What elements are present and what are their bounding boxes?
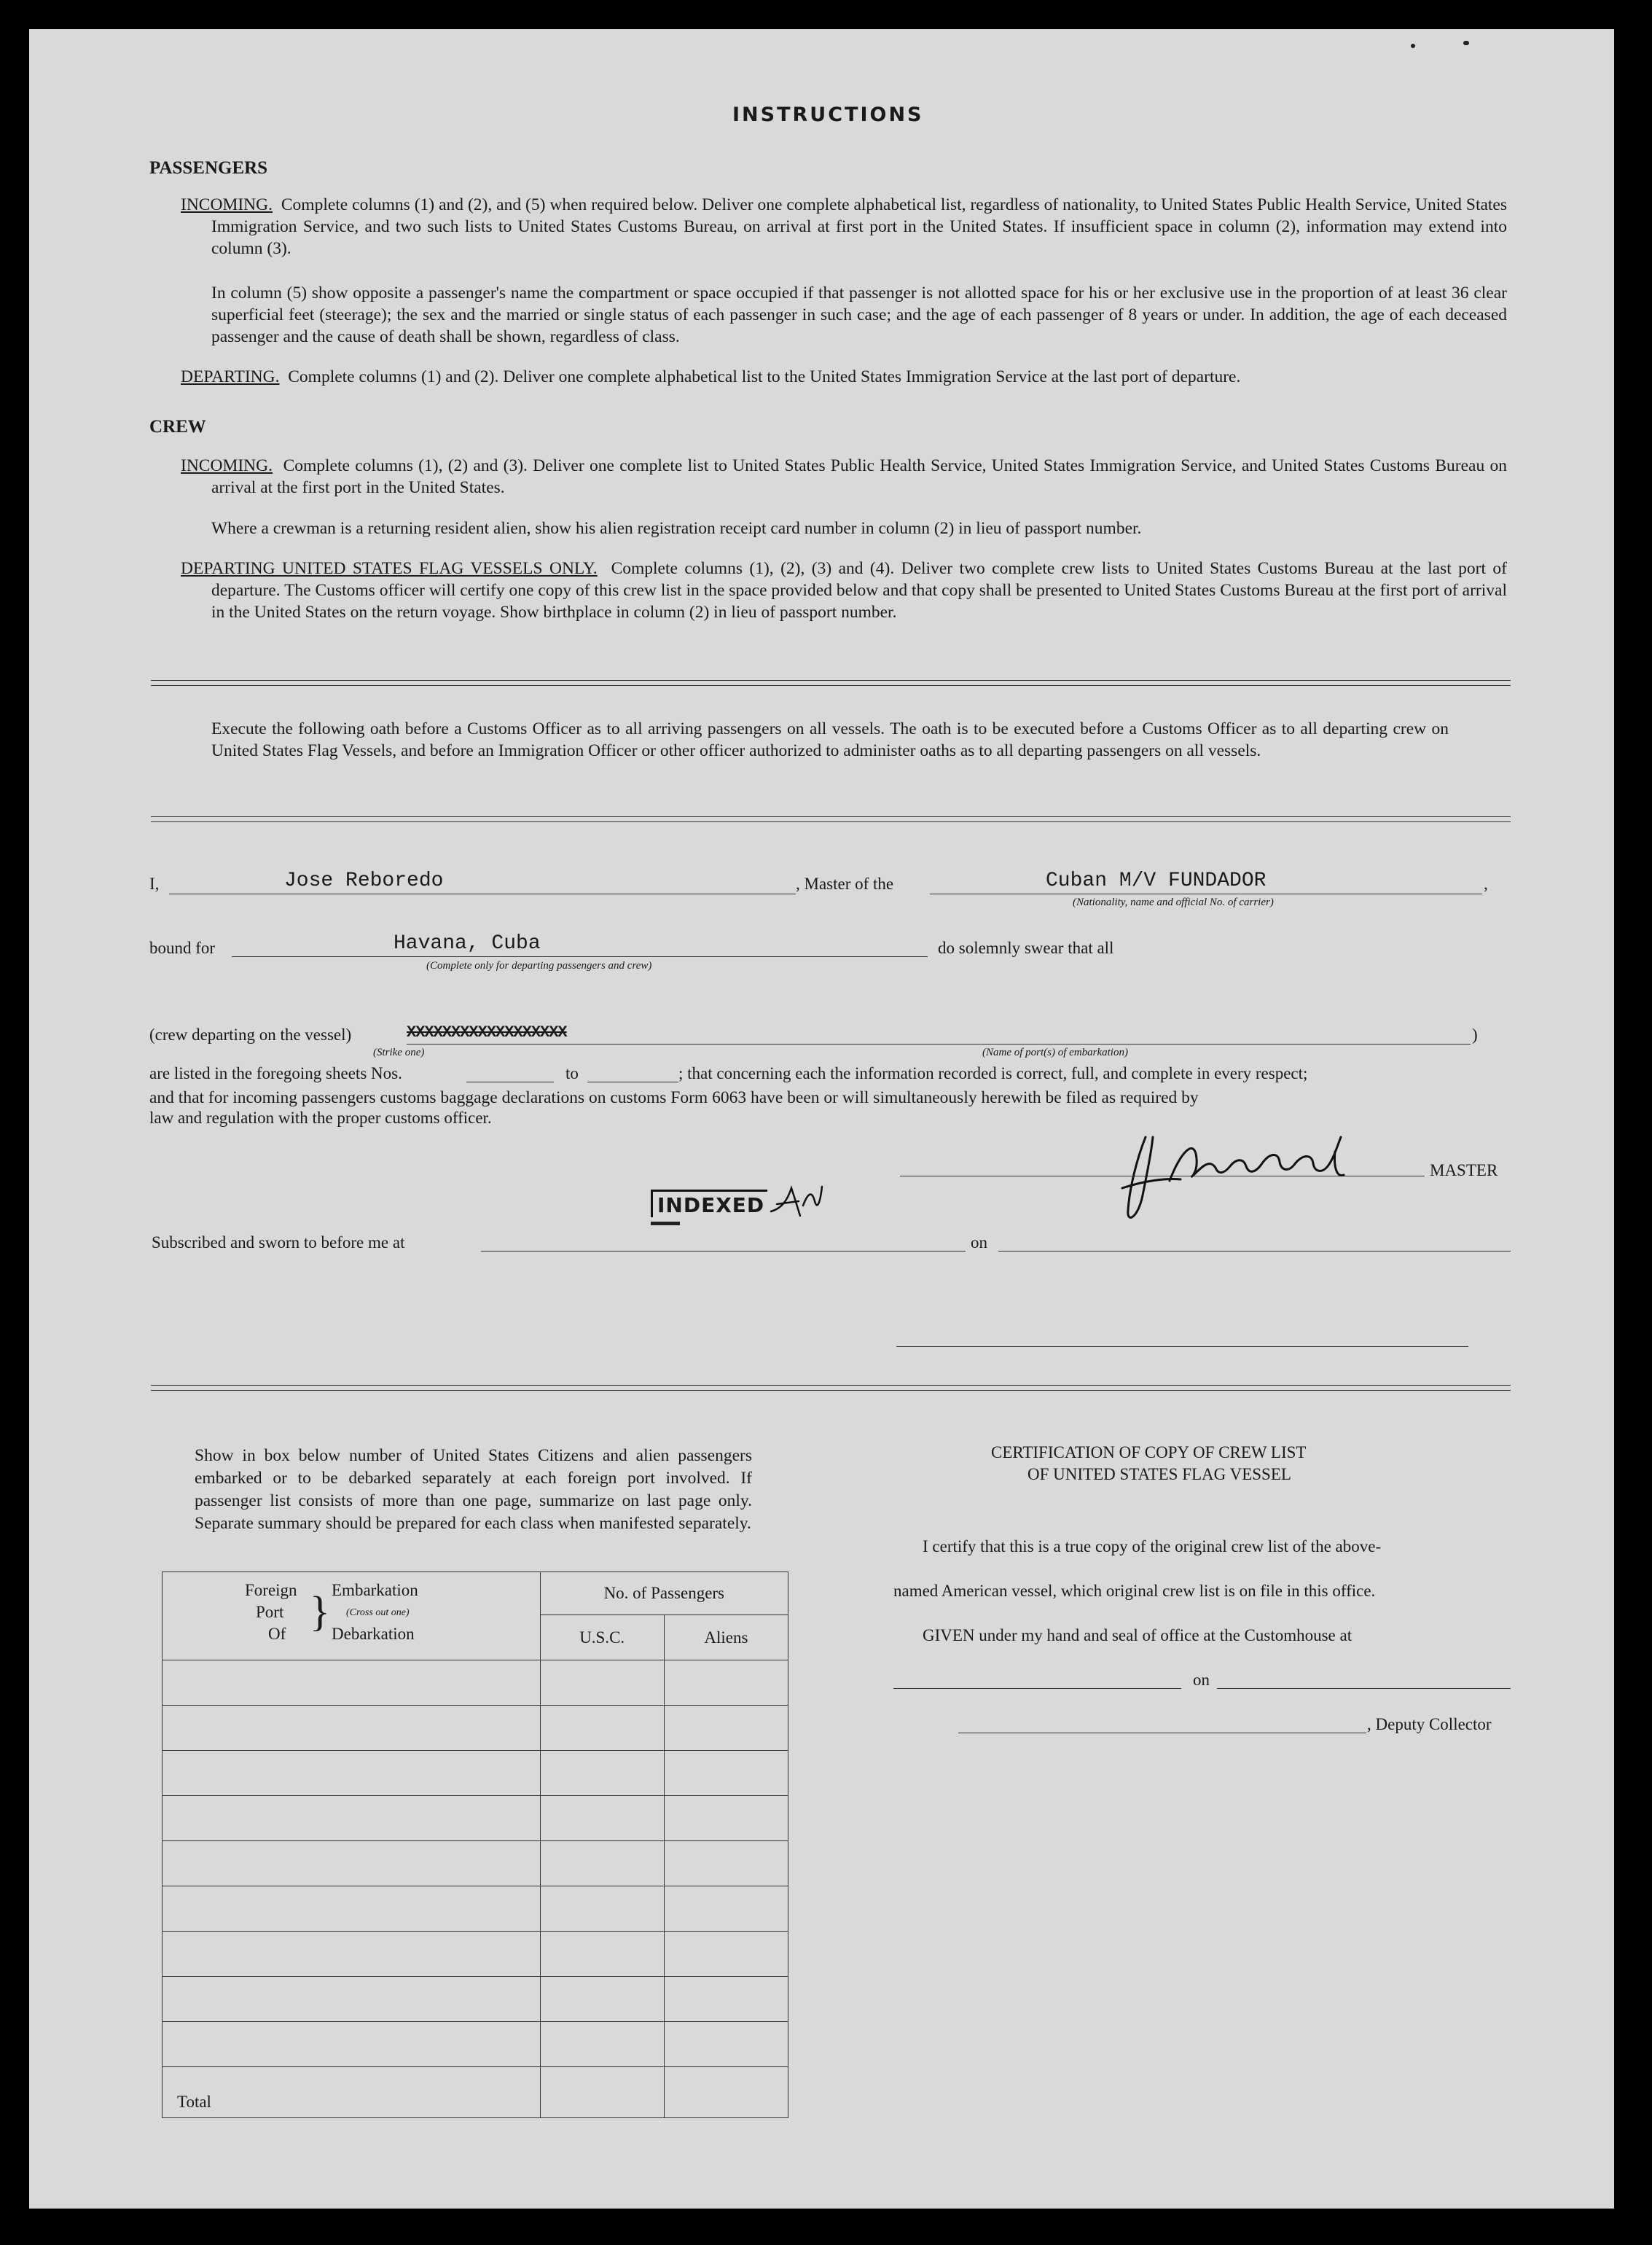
deputy-collector-label: , Deputy Collector bbox=[1367, 1715, 1492, 1733]
table-total-row bbox=[163, 2067, 788, 2118]
col-foreign-label: Foreign bbox=[245, 1581, 297, 1599]
aliens-cell[interactable] bbox=[664, 1977, 788, 2022]
certification-line1: I certify that this is a true copy of the original crew list of the above- bbox=[923, 1537, 1382, 1555]
certification-on-label: on bbox=[1193, 1671, 1210, 1689]
subscribed-date-line bbox=[998, 1251, 1511, 1252]
scan-speck bbox=[1463, 41, 1469, 45]
master-name-field[interactable]: Jose Reboredo bbox=[284, 870, 444, 892]
port-cell[interactable] bbox=[163, 1796, 541, 1841]
vessel-field[interactable]: Cuban M/V FUNDADOR bbox=[1046, 870, 1267, 892]
aliens-cell[interactable] bbox=[664, 1660, 788, 1706]
passengers-departing-paragraph bbox=[181, 366, 1507, 388]
aliens-cell[interactable] bbox=[664, 1886, 788, 1932]
passengers-incoming-text: Complete columns (1) and (2), and (5) when required below. Deliver one complete alphabetical list, regardless of nationality, to United States Public Health Service, United States Immigration Service, and two such lists to United States Customs Bureau, on arrival at first port in the United States. If insufficient space in column (2), information may extend into column (3). bbox=[211, 195, 1508, 258]
master-signature bbox=[1100, 1108, 1377, 1239]
usc-cell[interactable] bbox=[540, 2022, 664, 2067]
certification-title-line2: OF UNITED STATES FLAG VESSEL bbox=[1027, 1465, 1291, 1483]
aliens-cell[interactable] bbox=[664, 1796, 788, 1841]
aliens-cell[interactable] bbox=[664, 1841, 788, 1886]
ports-line bbox=[407, 1044, 1471, 1045]
usc-cell[interactable] bbox=[540, 1751, 664, 1796]
section-divider bbox=[151, 816, 1511, 822]
oath-intro-paragraph: Execute the following oath before a Customs Officer as to all arriving passengers on all vessels. The oath is to be executed before a Customs Officer as to all departing crew on United States Flag Vessels, and before an Immigration Officer or other officer authorized to administer oaths as to all departing passengers on all vessels. bbox=[211, 719, 1449, 760]
passengers-departing-label: DEPARTING. bbox=[181, 367, 280, 386]
usc-cell[interactable] bbox=[540, 1932, 664, 1977]
listed-text-line2: and that for incoming passengers customs baggage declarations on customs Form 6063 have been or will simultaneously herewith be filed as required by bbox=[149, 1088, 1199, 1107]
table-row bbox=[163, 1660, 788, 1706]
total-usc-cell[interactable] bbox=[540, 2067, 664, 2118]
usc-cell[interactable] bbox=[540, 1841, 664, 1886]
crew-heading: CREW bbox=[149, 417, 206, 437]
port-cell[interactable] bbox=[163, 1977, 541, 2022]
port-cell[interactable] bbox=[163, 1706, 541, 1751]
port-cell[interactable] bbox=[163, 2022, 541, 2067]
table-row bbox=[163, 2022, 788, 2067]
indexed-initials bbox=[767, 1179, 825, 1223]
passengers-heading: PASSENGERS bbox=[149, 158, 268, 178]
indexed-stamp: INDEXED bbox=[651, 1190, 767, 1217]
passengers-incoming-paragraph bbox=[181, 194, 1508, 259]
port-cell[interactable] bbox=[163, 1751, 541, 1796]
total-aliens-cell[interactable] bbox=[664, 2067, 788, 2118]
col-embarkation-label: Embarkation bbox=[332, 1581, 418, 1599]
struck-out-text: XXXXXXXXXXXXXXXXXX bbox=[407, 1023, 567, 1042]
aliens-cell[interactable] bbox=[664, 1706, 788, 1751]
port-cell[interactable] bbox=[163, 1886, 541, 1932]
port-cell[interactable] bbox=[163, 1932, 541, 1977]
table-row bbox=[163, 1977, 788, 2022]
customhouse-place-line bbox=[893, 1688, 1181, 1689]
subscribed-label: Subscribed and sworn to before me at bbox=[152, 1233, 405, 1252]
section-divider bbox=[151, 1385, 1511, 1391]
table-row bbox=[163, 1796, 788, 1841]
bound-caption: (Complete only for departing passengers and crew) bbox=[426, 960, 652, 972]
crew-incoming-paragraph bbox=[181, 455, 1507, 499]
listed-text-b: ; that concerning each the information recorded is correct, full, and complete in every respect; bbox=[678, 1064, 1308, 1082]
col-debarkation-label: Debarkation bbox=[332, 1625, 415, 1643]
subscribed-on-label: on bbox=[971, 1233, 987, 1252]
section-divider bbox=[151, 680, 1511, 686]
table-row bbox=[163, 1932, 788, 1977]
usc-cell[interactable] bbox=[540, 1796, 664, 1841]
instructions-title: INSTRUCTIONS bbox=[732, 104, 924, 126]
table-row bbox=[163, 1751, 788, 1796]
officer-signature-line bbox=[896, 1346, 1468, 1347]
summary-instructions: Show in box below number of United States Citizens and alien passengers embarked or to be debarked separately at each foreign port involved. If passenger list consists of more than one page, summarize on last page only. Separate summary should be prepared for each class when manifested separately. bbox=[195, 1446, 752, 1533]
certification-line3: GIVEN under my hand and seal of office at the Customhouse at bbox=[923, 1626, 1352, 1644]
form-page bbox=[29, 29, 1614, 2209]
destination-field[interactable]: Havana, Cuba bbox=[394, 932, 541, 955]
passenger-summary-table bbox=[162, 1572, 788, 2118]
listed-text-a: are listed in the foregoing sheets Nos. bbox=[149, 1064, 402, 1082]
subscribed-place-line bbox=[481, 1251, 966, 1252]
listed-to: to bbox=[565, 1064, 579, 1082]
aliens-cell[interactable] bbox=[664, 1932, 788, 1977]
table-row bbox=[163, 1841, 788, 1886]
passengers-departing-text: Complete columns (1) and (2). Deliver one complete alphabetical list to the United States Immigration Service at the last port of departure. bbox=[288, 367, 1241, 386]
scan-speck bbox=[1411, 44, 1415, 48]
listed-text-line3: law and regulation with the proper customs officer. bbox=[149, 1109, 492, 1127]
passengers-incoming-label: INCOMING. bbox=[181, 195, 273, 214]
master-label: MASTER bbox=[1430, 1161, 1498, 1179]
oath-i-label: I, bbox=[149, 875, 160, 893]
certification-title-line1: CERTIFICATION OF COPY OF CREW LIST bbox=[991, 1443, 1307, 1461]
col-cross-out-label: (Cross out one) bbox=[346, 1607, 410, 1618]
certification-line2: named American vessel, which original crew list is on file in this office. bbox=[893, 1582, 1376, 1600]
usc-cell[interactable] bbox=[540, 1706, 664, 1751]
table-row bbox=[163, 1706, 788, 1751]
crew-incoming-label: INCOMING. bbox=[181, 456, 273, 475]
crew-departing-text: Complete columns (1), (2), (3) and (4). Deliver two complete crew lists to United States Customs Bureau at the last port of departure. The Customs officer will certify one copy of this crew list in the space provided below and that copy shall be presented to United States Customs Bureau at the first port of arrival in the United States on the return voyage. Show birthplace in column (2) in lieu of passport number. bbox=[211, 559, 1507, 622]
table-header-row bbox=[163, 1572, 788, 1615]
passengers-column5-paragraph: In column (5) show opposite a passenger's name the compartment or space occupied if that passenger is not allotted space for his or her exclusive use in the proportion of at least 36 clear superficial feet (steerage); the sex and the married or single status of each passenger in such case; and the age of each passenger of 8 years or under. In addition, the age of each deceased passenger and the cause of death shall be shown, regardless of class. bbox=[211, 284, 1507, 346]
indexed-underline bbox=[651, 1222, 680, 1225]
vessel-comma: , bbox=[1484, 875, 1488, 893]
ports-caption: (Name of port(s) of embarkation) bbox=[982, 1047, 1128, 1058]
swear-text: do solemnly swear that all bbox=[938, 939, 1114, 957]
crew-incoming-text: Complete columns (1), (2) and (3). Deliver one complete list to United States Public Health Service, United States Immigration Service, and United States Customs Bureau on arrival at the first port in the United States. bbox=[211, 456, 1507, 497]
brace-glyph: } bbox=[310, 1588, 330, 1635]
customhouse-date-line bbox=[1217, 1688, 1511, 1689]
crew-departing-label: DEPARTING UNITED STATES FLAG VESSELS ONLY. bbox=[181, 559, 598, 578]
col-of-label: Of bbox=[268, 1625, 286, 1643]
port-cell[interactable] bbox=[163, 1660, 541, 1706]
total-label: Total bbox=[163, 2067, 541, 2118]
col-usc-header: U.S.C. bbox=[540, 1615, 664, 1660]
master-of-label: , Master of the bbox=[796, 875, 894, 893]
vessel-caption: (Nationality, name and official No. of carrier) bbox=[1073, 897, 1274, 908]
aliens-cell[interactable] bbox=[664, 2022, 788, 2067]
col-port-label: Port bbox=[256, 1603, 284, 1621]
crew-departing-paragraph bbox=[181, 558, 1507, 623]
strike-caption: (Strike one) bbox=[373, 1047, 425, 1058]
usc-cell[interactable] bbox=[540, 1977, 664, 2022]
aliens-cell[interactable] bbox=[664, 1751, 788, 1796]
crew-crewman-paragraph: Where a crewman is a returning resident alien, show his alien registration receipt card number in column (2) in lieu of passport number. bbox=[211, 519, 1142, 538]
col-aliens-header: Aliens bbox=[664, 1615, 788, 1660]
crew-departing-label: (crew departing on the vessel) bbox=[149, 1026, 352, 1044]
table-row bbox=[163, 1886, 788, 1932]
destination-line bbox=[232, 956, 928, 957]
bound-label: bound for bbox=[149, 939, 216, 957]
col-passengers-header: No. of Passengers bbox=[540, 1572, 788, 1615]
port-cell[interactable] bbox=[163, 1841, 541, 1886]
usc-cell[interactable] bbox=[540, 1660, 664, 1706]
usc-cell[interactable] bbox=[540, 1886, 664, 1932]
ports-close-paren: ) bbox=[1472, 1026, 1478, 1044]
